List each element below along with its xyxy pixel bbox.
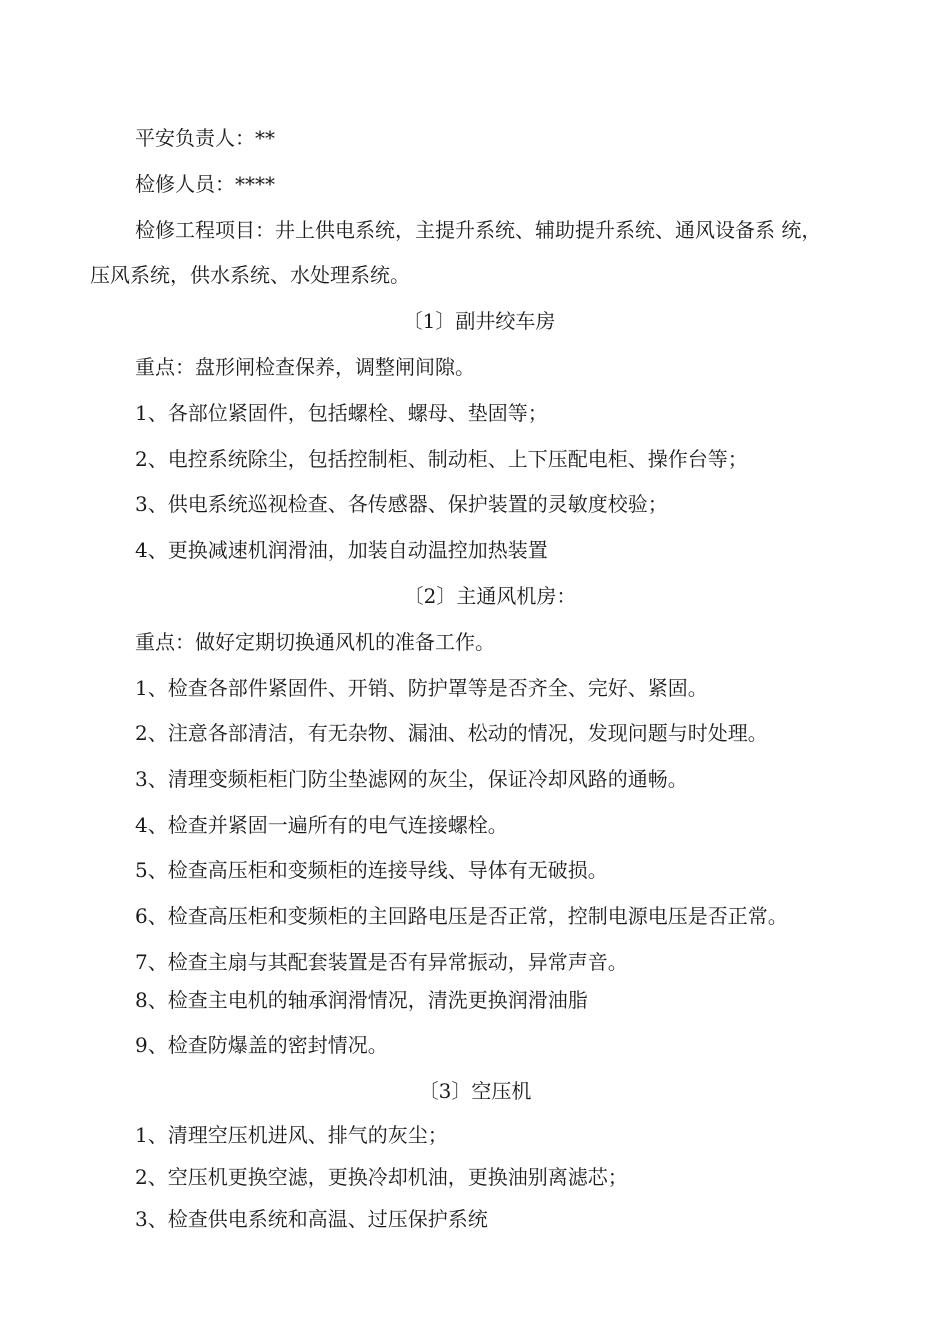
section-3-title: 〔3〕空压机 [418, 1079, 532, 1103]
list-item: 9、检查防爆盖的密封情况。 [135, 1033, 388, 1057]
list-item: 1、各部位紧固件，包括螺栓、螺母、垫固等； [135, 401, 548, 425]
section-title [0, 582, 950, 610]
list-item: 4、更换减速机润滑油，加装自动温控加热装置 [135, 538, 548, 562]
maintenance-staff-line: 检修人员：**** [135, 172, 275, 196]
list-item: 4、检查并紧固一遍所有的电气连接螺栓。 [135, 813, 508, 837]
section-1-title: 〔1〕副井绞车房 [402, 309, 556, 333]
section-title [0, 1077, 950, 1105]
list-item: 1、清理空压机进风、排气的灰尘； [135, 1123, 448, 1147]
list-item: 2、注意各部清洁，有无杂物、漏油、松动的情况，发现问题与时处理。 [135, 721, 768, 745]
list-item: 3、检查供电系统和高温、过压保护系统 [135, 1207, 488, 1231]
list-item: 8、检查主电机的轴承润滑情况，清洗更换润滑油脂 [135, 988, 588, 1012]
section-1-focus: 重点：盘形闸检查保养，调整闸间隙。 [135, 355, 475, 379]
safety-person-line: 平安负责人：** [135, 126, 275, 150]
list-item: 2、空压机更换空滤，更换冷却机油，更换油别离滤芯； [135, 1165, 628, 1189]
list-item: 5、检查高压柜和变频柜的连接导线、导体有无破损。 [135, 858, 608, 882]
section-title [0, 307, 950, 335]
section-2-title: 〔2〕主通风机房： [403, 584, 577, 608]
list-item: 2、电控系统除尘，包括控制柜、制动柜、上下压配电柜、操作台等； [135, 447, 748, 471]
list-item: 7、检查主扇与其配套装置是否有异常振动，异常声音。 [135, 950, 628, 974]
project-line-1: 检修工程项目：井上供电系统，主提升系统、辅助提升系统、通风设备系 统， [135, 218, 822, 242]
project-line-2: 压风系统，供水系统、水处理系统。 [90, 263, 410, 287]
list-item: 3、清理变频柜柜门防尘垫滤网的灰尘，保证冷却风路的通畅。 [135, 767, 688, 791]
list-item: 6、检查高压柜和变频柜的主回路电压是否正常，控制电源电压是否正常。 [135, 904, 788, 928]
section-2-focus: 重点：做好定期切换通风机的准备工作。 [135, 630, 495, 654]
list-item: 1、检查各部件紧固件、开销、防护罩等是否齐全、完好、紧固。 [135, 676, 708, 700]
list-item: 3、供电系统巡视检查、各传感器、保护装置的灵敏度校验； [135, 492, 668, 516]
